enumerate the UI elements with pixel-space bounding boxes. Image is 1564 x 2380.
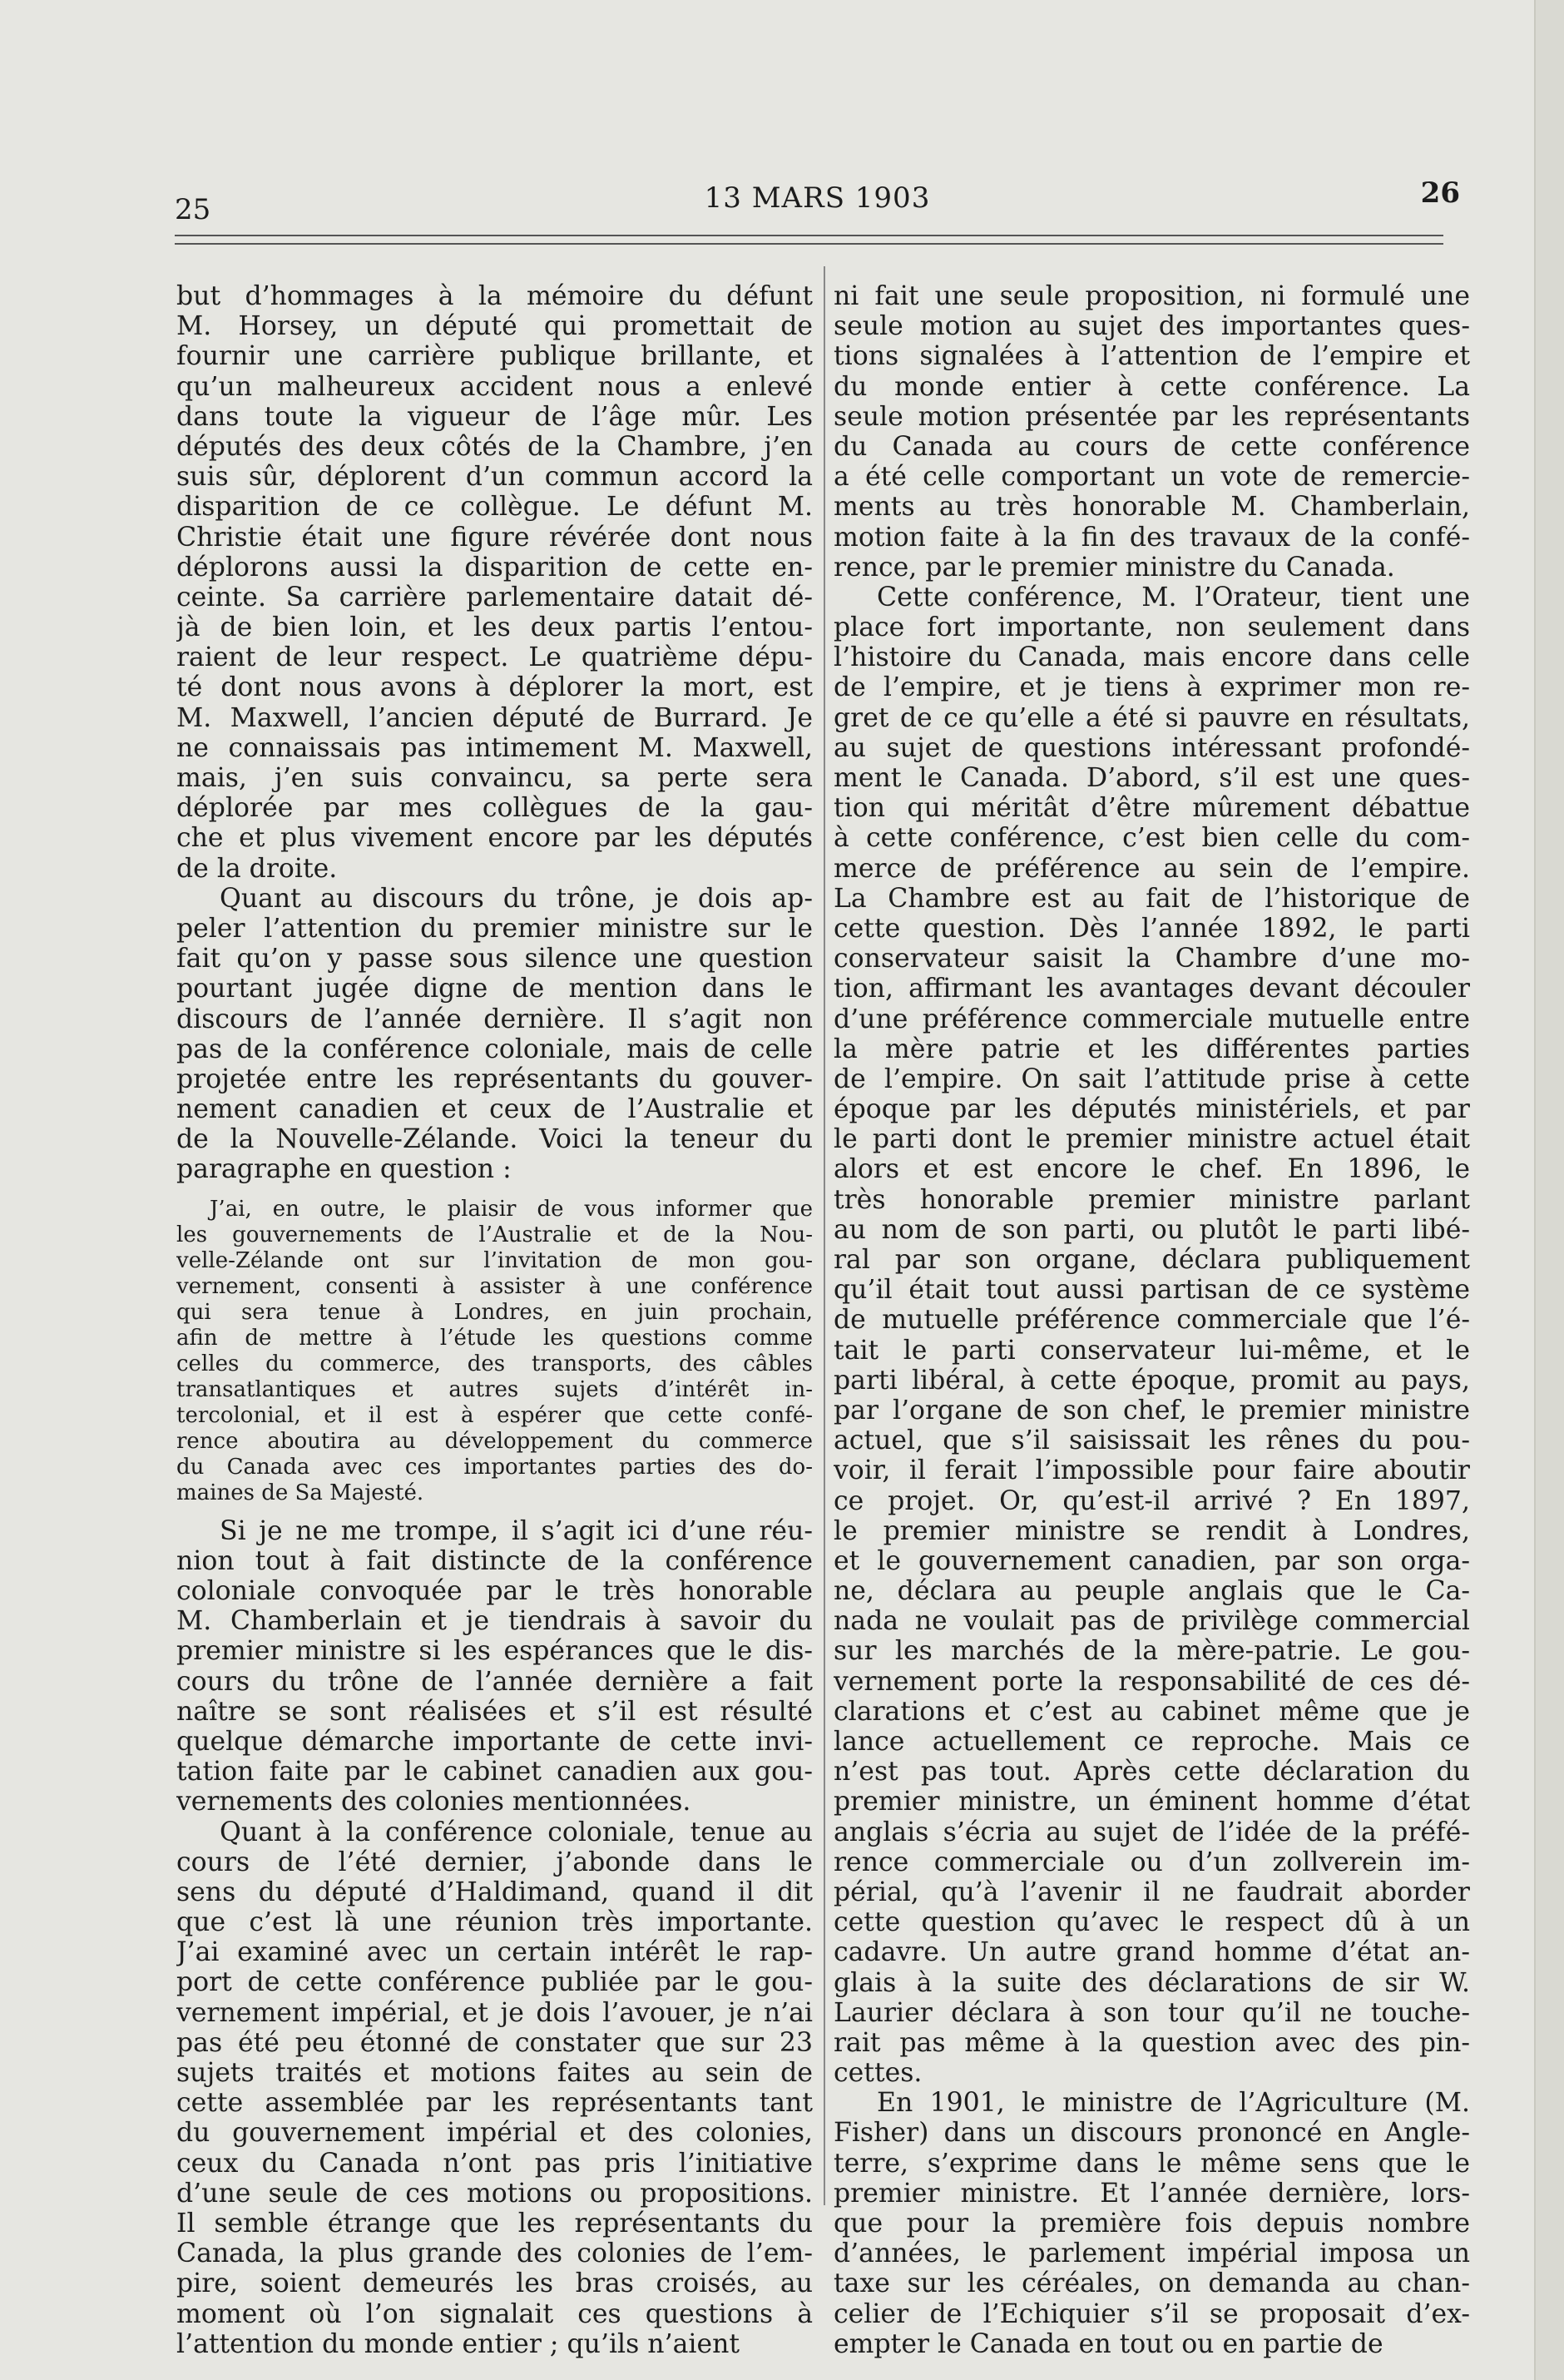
text-line: premier ministre. Et l’année dernière, lors- <box>834 2178 1470 2209</box>
text-line: du Canada au cours de cette conférence <box>834 431 1470 462</box>
text-line: de la droite. <box>176 853 338 884</box>
text-line: cours de l’été dernier, j’abonde dans le <box>176 1847 813 1877</box>
text-line: quelque démarche importante de cette invi- <box>176 1726 813 1757</box>
text-line: vernements des colonies mentionnées. <box>176 1787 691 1817</box>
text-line: déplorons aussi la disparition de cette en- <box>176 552 813 583</box>
text-line: motion faite à la fin des travaux de la confé- <box>834 522 1470 553</box>
page-header <box>175 166 1460 225</box>
text-line: raient de leur respect. Le quatrième dépu- <box>176 642 813 673</box>
text-line: ni fait une seule proposition, ni formulé une <box>834 281 1470 311</box>
text-line: ne, déclara au peuple anglais que le Ca- <box>834 1576 1470 1607</box>
text-line: cette question qu’avec le respect dû à un <box>834 1907 1470 1938</box>
text-line: d’années, le parlement impérial imposa un <box>834 2239 1470 2269</box>
text-line: cours du trône de l’année dernière a fait <box>176 1666 813 1697</box>
text-line: alors et est encore le chef. En 1896, le <box>834 1154 1470 1185</box>
text-line: té dont nous avons à déplorer la mort, est <box>176 672 813 703</box>
text-line: sur les marchés de la mère-patrie. Le gou- <box>834 1636 1470 1667</box>
text-line: jà de bien loin, et les deux partis l’entou- <box>176 612 813 643</box>
text-line: de mutuelle préférence commerciale que l’é- <box>834 1305 1470 1336</box>
text-line: tions signalées à l’attention de l’empire et <box>834 341 1470 372</box>
text-line: l’attention du monde entier ; qu’ils n’aient <box>176 2328 740 2359</box>
text-line: actuel, que s’il saisissait les rênes du pou- <box>834 1426 1470 1456</box>
text-line: rait pas même à la question avec des pin- <box>834 2027 1470 2058</box>
text-line: vernement impérial, et je dois l’avouer, je n’ai <box>176 1997 813 2028</box>
text-line: déplorée par mes collègues de la gau- <box>176 793 813 824</box>
text-line: Laurier déclara à son tour qu’il ne touche- <box>834 1997 1470 2028</box>
text-line: n’est pas tout. Après cette déclaration du <box>834 1757 1470 1787</box>
text-line: M. Chamberlain et je tiendrais à savoir du <box>176 1606 813 1637</box>
text-line: qu’un malheureux accident nous a enlevé <box>176 371 813 402</box>
paragraph <box>176 1817 813 2359</box>
header-rule-top <box>175 235 1443 236</box>
text-line: de l’empire. On sait l’attitude prise à cette <box>834 1064 1470 1094</box>
text-line: le premier ministre se rendit à Londres, <box>834 1515 1470 1546</box>
text-line: d’une préférence commerciale mutuelle entre <box>834 1004 1470 1034</box>
text-line: anglais s’écria au sujet de l’idée de la préfé- <box>834 1817 1470 1847</box>
text-line: paragraphe en question : <box>176 1154 512 1185</box>
text-line: place fort importante, non seulement dans <box>834 612 1470 643</box>
text-line: par l’organe de son chef, le premier ministre <box>834 1395 1470 1426</box>
text-line: du monde entier à cette conférence. La <box>834 371 1470 402</box>
text-line: moment où l’on signalait ces questions à <box>176 2298 813 2329</box>
text-line: ral par son organe, déclara publiquement <box>834 1245 1470 1275</box>
text-line: rence commerciale ou d’un zollverein im- <box>834 1847 1470 1877</box>
text-line: ment le Canada. D’abord, s’il est une ques- <box>834 763 1470 793</box>
text-line: nion tout à fait distincte de la conférence <box>176 1545 813 1576</box>
text-line: très honorable premier ministre parlant <box>834 1184 1470 1215</box>
text-line: ceinte. Sa carrière parlementaire datait dé- <box>176 582 813 612</box>
left-column <box>176 281 813 2359</box>
text-line: velle-Zélande ont sur l’invitation de mon gou- <box>176 1247 813 1273</box>
paragraph <box>834 2088 1470 2359</box>
text-line: cette assemblée par les représentants tant <box>176 2088 813 2119</box>
text-line: députés des deux côtés de la Chambre, j’en <box>176 431 813 462</box>
text-line: che et plus vivement encore par les députés <box>176 823 813 854</box>
text-line: maines de Sa Majesté. <box>176 1480 424 1505</box>
text-line: Canada, la plus grande des colonies de l’em- <box>176 2239 813 2269</box>
page-number-right: 26 <box>1420 176 1460 210</box>
text-line: et le gouvernement canadien, par son orga- <box>834 1545 1470 1576</box>
text-line: au nom de son parti, ou plutôt le parti libé- <box>834 1214 1470 1245</box>
text-line: l’histoire du Canada, mais encore dans celle <box>834 642 1470 673</box>
text-line: cette question. Dès l’année 1892, le parti <box>834 913 1470 944</box>
text-line: merce de préférence au sein de l’empire. <box>834 853 1470 884</box>
paragraph <box>176 884 813 1185</box>
text-line: pas été peu étonné de constater que sur 23 <box>176 2027 813 2058</box>
text-line: mais, j’en suis convaincu, sa perte sera <box>176 763 813 793</box>
text-line: à cette conférence, c’est bien celle du com- <box>834 823 1470 854</box>
paragraph <box>834 281 1470 583</box>
text-line: Christie était une figure révérée dont nous <box>176 522 813 553</box>
text-line: discours de l’année dernière. Il s’agit non <box>176 1004 813 1034</box>
text-line: Cette conférence, M. l’Orateur, tient une <box>877 582 1470 612</box>
text-line: a été celle comportant un vote de remercie- <box>834 462 1470 493</box>
text-line: celier de l’Echiquier s’il se proposait d’ex- <box>834 2298 1470 2329</box>
text-line: que pour la première fois depuis nombre <box>834 2209 1470 2239</box>
text-line: ments au très honorable M. Chamberlain, <box>834 492 1470 523</box>
text-line: J’ai, en outre, le plaisir de vous informer que <box>210 1196 813 1222</box>
text-line: fournir une carrière publique brillante, et <box>176 341 813 372</box>
text-line: conservateur saisit la Chambre d’une mo- <box>834 944 1470 974</box>
text-line: but d’hommages à la mémoire du défunt <box>176 281 813 311</box>
text-line: peler l’attention du premier ministre sur le <box>176 913 813 944</box>
text-line: celles du commerce, des transports, des câbles <box>176 1351 813 1376</box>
text-line: époque par les députés ministériels, et par <box>834 1094 1470 1125</box>
block-quote <box>176 1197 813 1506</box>
text-line: tercolonial, et il est à espérer que cette confé- <box>176 1402 813 1428</box>
text-line: Quant au discours du trône, je dois ap- <box>220 883 813 914</box>
text-line: la mère patrie et les différentes parties <box>834 1034 1470 1064</box>
text-line: ce projet. Or, qu’est-il arrivé ? En 1897, <box>834 1485 1470 1516</box>
text-line: ne connaissais pas intimement M. Maxwell, <box>176 732 813 763</box>
text-line: suis sûr, déplorent d’un commun accord la <box>176 462 813 493</box>
text-line: de l’empire, et je tiens à exprimer mon re- <box>834 672 1470 703</box>
text-line: fait qu’on y passe sous silence une question <box>176 944 813 974</box>
text-line: voir, il ferait l’impossible pour faire aboutir <box>834 1455 1470 1486</box>
text-line: premier ministre, un éminent homme d’état <box>834 1787 1470 1817</box>
text-line: rence aboutira au développement du commerce <box>176 1428 813 1454</box>
text-line: dans toute la vigueur de l’âge mûr. Les <box>176 401 813 432</box>
text-line: terre, s’exprime dans le même sens que le <box>834 2148 1470 2179</box>
text-line: seule motion présentée par les représentants <box>834 401 1470 432</box>
text-line: vernement, consenti à assister à une conférence <box>176 1273 813 1299</box>
paragraph <box>176 281 813 884</box>
text-line: gret de ce qu’elle a été si pauvre en résultats, <box>834 702 1470 733</box>
text-line: naître se sont réalisées et s’il est résulté <box>176 1696 813 1727</box>
text-line: M. Horsey, un député qui promettait de <box>176 311 813 342</box>
text-line: ceux du Canada n’ont pas pris l’initiative <box>176 2148 813 2179</box>
text-line: pire, soient demeurés les bras croisés, au <box>176 2268 813 2299</box>
text-line: empter le Canada en tout ou en partie de <box>834 2328 1383 2359</box>
paragraph <box>176 1516 813 1817</box>
text-line: seule motion au sujet des importantes ques- <box>834 311 1470 342</box>
text-line: au sujet de questions intéressant profondé- <box>834 732 1470 763</box>
text-line: Il semble étrange que les représentants du <box>176 2208 813 2239</box>
text-line: cettes. <box>834 2058 923 2089</box>
text-line: d’une seule de ces motions ou propositions. <box>176 2178 813 2209</box>
text-line: tion qui méritât d’être mûrement débattue <box>834 793 1470 824</box>
text-line: M. Maxwell, l’ancien député de Burrard. Je <box>176 702 813 733</box>
text-line: tait le parti conservateur lui-même, et le <box>834 1335 1470 1366</box>
page-date: 13 MARS 1903 <box>704 181 931 215</box>
paragraph <box>834 583 1470 2088</box>
text-line: J’ai examiné avec un certain intérêt le rap- <box>176 1937 813 1968</box>
text-line: port de cette conférence publiée par le gou- <box>176 1967 813 1998</box>
page-edge <box>1534 0 1564 2380</box>
text-line: le parti dont le premier ministre actuel était <box>834 1124 1470 1155</box>
text-line: clarations et c’est au cabinet même que je <box>834 1696 1470 1727</box>
text-line: les gouvernements de l’Australie et de la Nou- <box>176 1222 813 1247</box>
text-line: tion, affirmant les avantages devant découler <box>834 974 1470 1004</box>
right-column <box>834 281 1470 2359</box>
text-line: nement canadien et ceux de l’Australie et <box>176 1094 813 1125</box>
text-line: disparition de ce collègue. Le défunt M. <box>176 492 813 523</box>
text-line: de la Nouvelle-Zélande. Voici la teneur du <box>176 1124 813 1155</box>
text-line: qui sera tenue à Londres, en juin prochain, <box>176 1299 813 1325</box>
text-line: transatlantiques et autres sujets d’intérêt in- <box>176 1376 813 1402</box>
text-line: sujets traités et motions faites au sein de <box>176 2058 813 2088</box>
text-line: sens du député d’Haldimand, quand il dit <box>176 1877 813 1907</box>
text-line: Fisher) dans un discours prononcé en Angle- <box>834 2118 1470 2149</box>
text-line: lance actuellement ce reproche. Mais ce <box>834 1727 1470 1757</box>
page-number-left: 25 <box>175 193 211 226</box>
text-line: cadavre. Un autre grand homme d’état an- <box>834 1937 1470 1968</box>
text-line: Quant à la conférence coloniale, tenue au <box>220 1817 813 1847</box>
text-line: parti libéral, à cette époque, promit au pays, <box>834 1365 1470 1396</box>
text-line: du gouvernement impérial et des colonies, <box>176 2118 813 2149</box>
text-line: rence, par le premier ministre du Canada. <box>834 552 1395 583</box>
text-line: nada ne voulait pas de privilège commercial <box>834 1606 1470 1637</box>
header-rule-bottom <box>175 243 1443 245</box>
text-line: pas de la conférence coloniale, mais de celle <box>176 1034 813 1064</box>
text-line: premier ministre si les espérances que le dis- <box>176 1636 813 1667</box>
text-line: du Canada avec ces importantes parties des do- <box>176 1454 813 1480</box>
text-line: qu’il était tout aussi partisan de ce système <box>834 1275 1470 1306</box>
text-line: coloniale convoquée par le très honorable <box>176 1576 813 1606</box>
text-line: glais à la suite des déclarations de sir W. <box>834 1967 1470 1998</box>
text-line: afin de mettre à l’étude les questions comme <box>176 1325 813 1351</box>
column-divider <box>824 266 825 2205</box>
text-line: pourtant jugée digne de mention dans le <box>176 974 813 1004</box>
text-line: projetée entre les représentants du gouver- <box>176 1064 813 1094</box>
text-line: En 1901, le ministre de l’Agriculture (M. <box>877 2088 1470 2119</box>
text-line: Si je ne me trompe, il s’agit ici d’une réu- <box>220 1515 813 1546</box>
text-line: taxe sur les céréales, on demanda au chan- <box>834 2268 1470 2299</box>
text-line: La Chambre est au fait de l’historique de <box>834 883 1470 914</box>
text-line: que c’est là une réunion très importante. <box>176 1907 813 1938</box>
text-line: vernement porte la responsabilité de ces dé- <box>834 1666 1470 1697</box>
text-line: tation faite par le cabinet canadien aux gou- <box>176 1757 813 1787</box>
text-line: périal, qu’à l’avenir il ne faudrait aborder <box>834 1877 1470 1907</box>
